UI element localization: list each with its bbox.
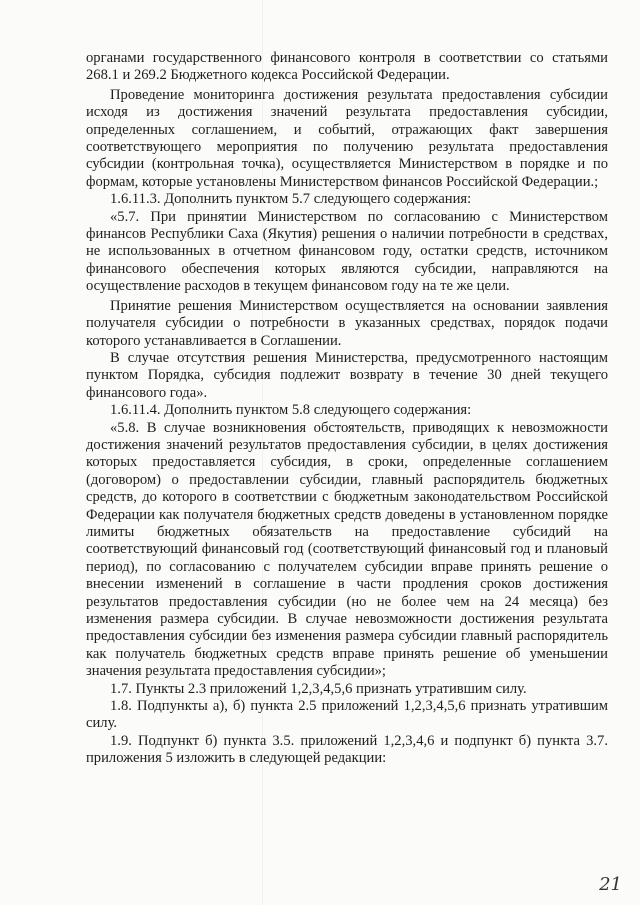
paragraph: 1.8. Подпункты а), б) пункта 2.5 приложений 1,2,3,4,5,6 признать утратившим силу. [86, 698, 608, 732]
paragraph: «5.8. В случае возникновения обстоятельств, приводящих к невозможности достижения значений результатов предоставления субсидии, в целях достижения которых предоставляется субсидия, в сроки, определенные соглашением (договором) о предоставлении субсидии, главный распорядитель бюджетных средств, до которого в соответствии с бюджетным законодательством Российской Федерации как получателя бюджетных средств доведены в установленном порядке лимиты бюджетных обязательств на предоставление субсидий на соответствующий финансовый год (соответствующий финансовый год и плановый период), по согласованию с получателем субсидии вправе принять решение о внесении изменений в соглашение в части продления сроков достижения результатов предоставления субсидии (но не более чем на 24 месяца) без изменения размера субсидии. В случае невозможности достижения результата предоставления субсидии без изменения размера субсидии главный распорядитель как получатель бюджетных средств вправе принять решение об уменьшении значения результата предоставления субсидии»; [86, 419, 608, 680]
paragraph: Принятие решения Министерством осуществляется на основании заявления получателя субсидии о потребности в указанных средствах, порядок подачи которого устанавливается в Соглашении. [86, 297, 608, 349]
paragraph: органами государственного финансового контроля в соответствии со статьями 268.1 и 269.2 Бюджетного кодекса Российской Федерации. [86, 50, 608, 84]
page-number: 21 [599, 874, 622, 895]
paragraph: В случае отсутствия решения Министерства, предусмотренного настоящим пунктом Порядка, субсидия подлежит возврату в течение 30 дней текущего финансового года». [86, 349, 608, 401]
paragraph: 1.9. Подпункт б) пункта 3.5. приложений 1,2,3,4,6 и подпункт б) пункта 3.7. приложения 5 изложить в следующей редакции: [86, 732, 608, 767]
paragraph: «5.7. При принятии Министерством по согласованию с Министерством финансов Республики Саха (Якутия) решения о наличии потребности в средствах, не использованных в отчетном финансовом году, остатки средств, источником финансового обеспечения которых являются субсидии, направляются на осуществление расходов в текущем финансовом году на те же цели. [86, 208, 608, 295]
paragraph: Проведение мониторинга достижения результата предоставления субсидии исходя из достижения значений результата предоставления субсидии, определенных соглашением, и событий, отражающих факт завершения соответствующего мероприятия по получению результата предоставления субсидии (контрольная точка), осуществляется Министерством в порядке и по формам, которые установлены Министерством финансов Российской Федерации.; [86, 86, 608, 190]
paragraph: 1.7. Пункты 2.3 приложений 1,2,3,4,5,6 признать утратившим силу. [110, 680, 527, 697]
paragraph: 1.6.11.3. Дополнить пунктом 5.7 следующего содержания: [110, 191, 472, 208]
document-body [86, 50, 608, 768]
paragraph: 1.6.11.4. Дополнить пунктом 5.8 следующего содержания: [110, 402, 472, 419]
